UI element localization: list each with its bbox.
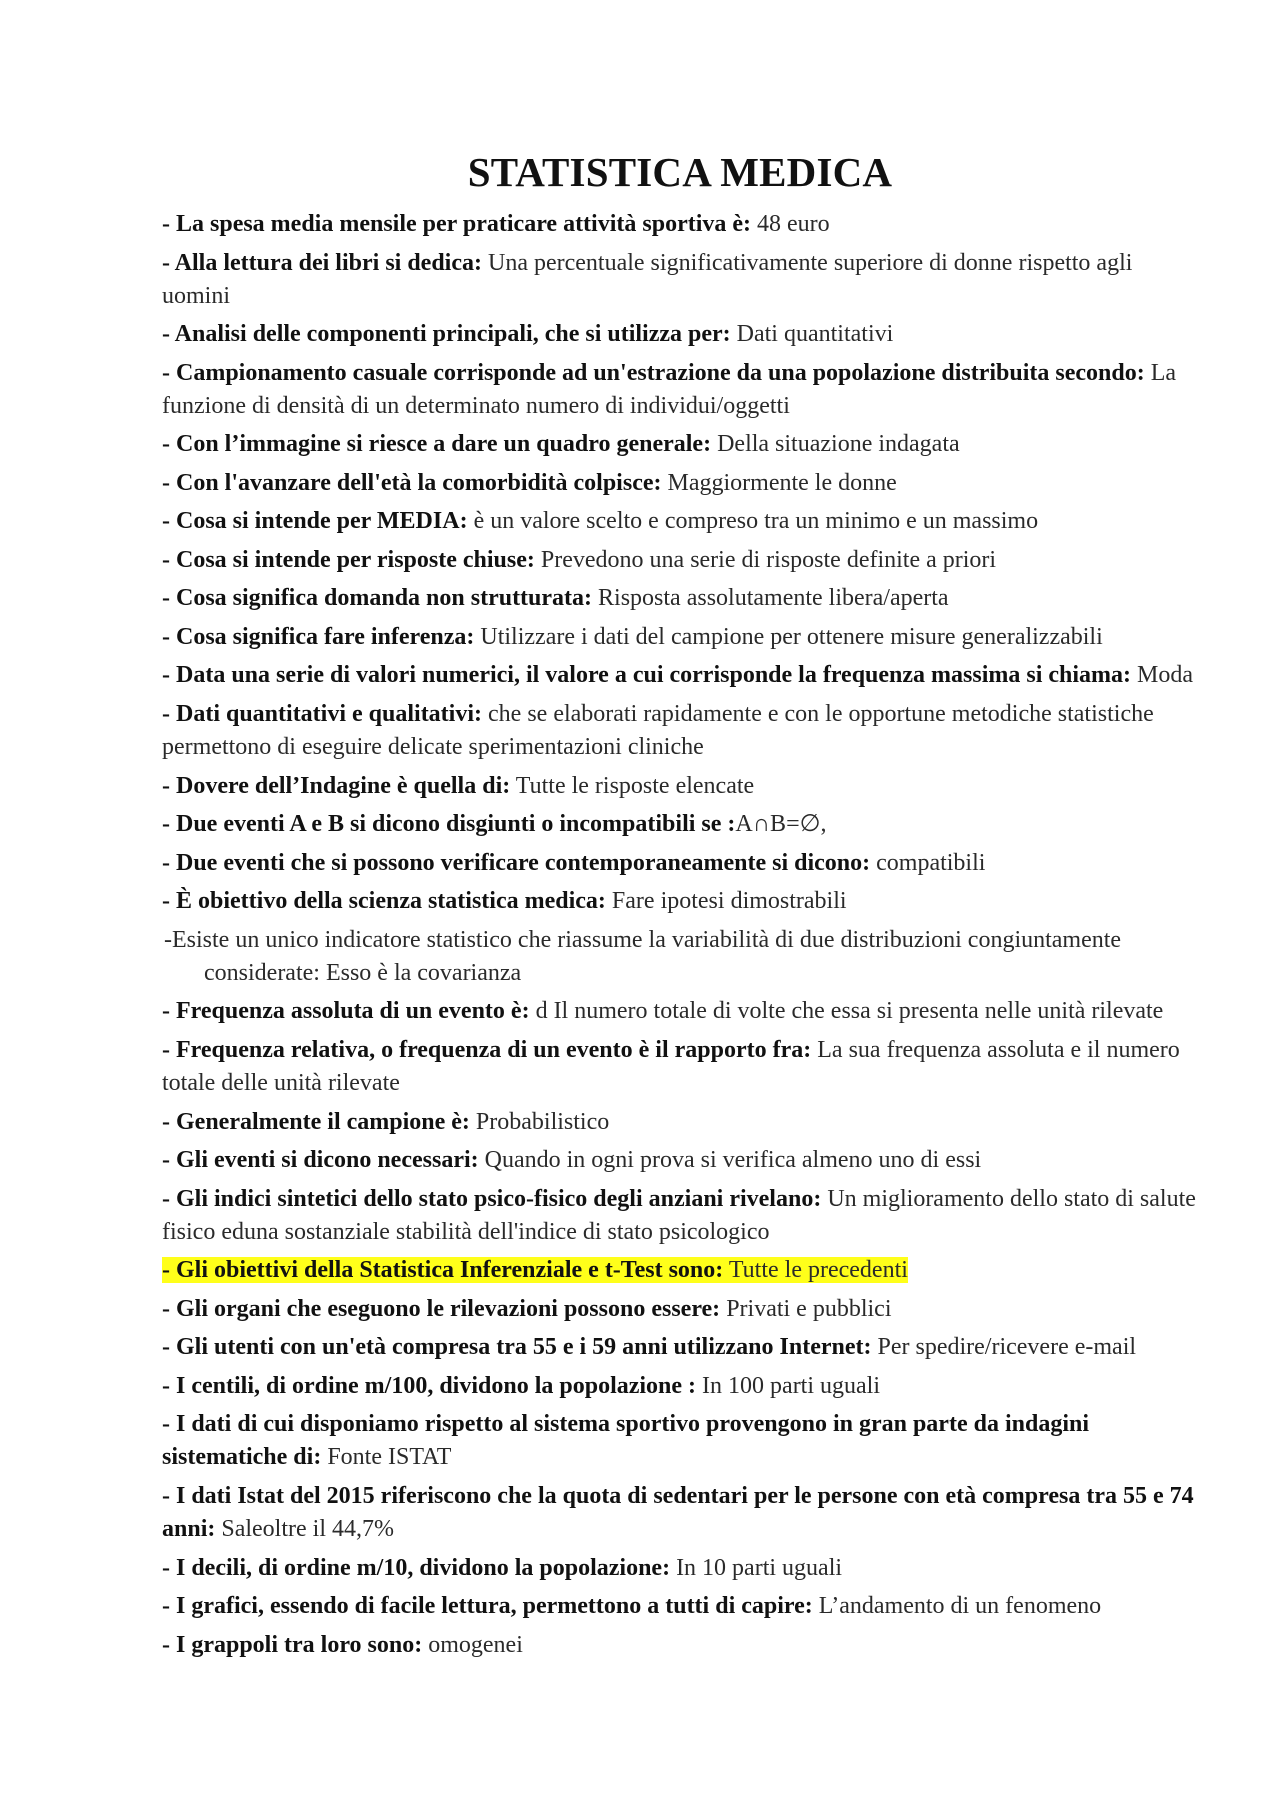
item-text <box>162 662 1193 688</box>
item-text <box>162 1483 1194 1542</box>
answer-text: Moda <box>1131 662 1194 689</box>
list-item <box>162 924 1202 990</box>
question-text: - Data una serie di valori numerici, il valore a cui corrisponde la frequenza massima si chiama: <box>162 662 1132 689</box>
question-text: - Gli eventi si dicono necessari: <box>162 1147 479 1174</box>
answer-text: Quando in ogni prova si verifica almeno uno di essi <box>478 1147 982 1174</box>
list-item <box>162 1480 1202 1546</box>
question-text: - Campionamento casuale corrisponde ad un'estrazione da una popolazione distribuita secondo: <box>162 359 1145 386</box>
list-item <box>162 1408 1202 1474</box>
item-text <box>164 927 1121 986</box>
answer-text: Dati quantitativi <box>730 321 894 348</box>
highlighted-text <box>162 1257 908 1283</box>
question-text: - Frequenza assoluta di un evento è: <box>162 998 530 1025</box>
item-text <box>162 850 985 876</box>
answer-text: Per spedire/ricevere e-mail <box>871 1334 1137 1361</box>
answer-text: Probabilistico <box>469 1108 610 1135</box>
item-text <box>162 211 830 237</box>
answer-text: d Il numero totale di volte che essa si presenta nelle unità rilevate <box>529 998 1164 1025</box>
item-text <box>162 888 847 914</box>
question-text: - Dovere dell’Indagine è quella di: <box>162 772 511 799</box>
question-text: - I dati di cui disponiamo rispetto al sistema sportivo provengono in gran parte da indagini sistematiche di: <box>162 1411 1089 1471</box>
list-item <box>162 1183 1202 1249</box>
list-item <box>162 1370 1202 1403</box>
list-item <box>162 808 1202 841</box>
answer-text: Utilizzare i dati del campione per ottenere misure generalizzabili <box>474 623 1103 650</box>
item-text <box>162 470 897 496</box>
question-text: - Gli indici sintetici dello stato psico-fisico degli anziani rivelano: <box>162 1185 822 1212</box>
question-text: - I grappoli tra loro sono: <box>162 1631 423 1658</box>
question-list <box>162 208 1202 1667</box>
list-item <box>162 318 1202 351</box>
item-text <box>162 1373 880 1399</box>
list-item <box>162 1106 1202 1139</box>
item-text <box>162 585 949 611</box>
list-item <box>162 467 1202 500</box>
answer-text: Un miglioramento dello stato di salute fisico eduna sostanziale stabilità dell'indice di stato psicologico <box>162 1185 1196 1245</box>
question-text: - Generalmente il campione è: <box>162 1108 470 1135</box>
question-text: - I centili, di ordine m/100, dividono la popolazione : <box>162 1372 697 1399</box>
item-text <box>162 1037 1180 1096</box>
item-text <box>162 1334 1136 1360</box>
answer-text: Risposta assolutamente libera/aperta <box>592 585 949 612</box>
question-text: - Due eventi che si possono verificare contemporaneamente si dicono: <box>162 849 871 876</box>
item-text <box>162 1593 1101 1619</box>
question-text: - Cosa si intende per risposte chiuse: <box>162 546 535 573</box>
list-item <box>162 544 1202 577</box>
answer-text: Tutte le precedenti <box>723 1257 908 1284</box>
item-text <box>162 1296 892 1322</box>
question-text: - Analisi delle componenti principali, che si utilizza per: <box>162 321 731 348</box>
list-item <box>162 995 1202 1028</box>
list-item <box>162 847 1202 880</box>
list-item <box>162 1034 1202 1100</box>
answer-text: che se elaborati rapidamente e con le opportune metodiche statistiche permettono di eseguire delicate sperimentazioni cliniche <box>162 700 1154 761</box>
question-text: - Gli utenti con un'età compresa tra 55 e i 59 anni utilizzano Internet: <box>162 1334 872 1361</box>
list-item <box>162 208 1202 241</box>
list-item <box>162 1552 1202 1585</box>
answer-text: Fare ipotesi dimostrabili <box>605 888 847 915</box>
question-text: - Cosa significa fare inferenza: <box>162 623 475 650</box>
item-text <box>162 1186 1196 1245</box>
answer-text: Maggiormente le donne <box>661 469 897 496</box>
question-text: - Cosa significa domanda non strutturata: <box>162 585 593 612</box>
item-text <box>162 773 754 799</box>
list-item <box>162 247 1202 313</box>
item-text <box>162 1411 1089 1470</box>
list-item <box>162 1293 1202 1326</box>
question-text: - I grafici, essendo di facile lettura, permettono a tutti di capire: <box>162 1593 813 1620</box>
question-text: - Due eventi A e B si dicono disgiunti o incompatibili se : <box>162 811 736 838</box>
answer-text: Prevedono una serie di risposte definite a priori <box>534 546 997 573</box>
answer-text: omogenei <box>422 1631 523 1658</box>
answer-text: Una percentuale significativamente superiore di donne rispetto agli uomini <box>162 249 1133 309</box>
list-item <box>162 885 1202 918</box>
answer-text: -Esiste un unico indicatore statistico che riassume la variabilità di due distribuzioni congiuntamente considerate: Esso è la covarianza <box>164 926 1122 986</box>
item-text <box>162 1147 981 1173</box>
question-text: - Con l'avanzare dell'età la comorbidità colpisce: <box>162 469 662 496</box>
item-text <box>162 508 1038 534</box>
answer-text: Privati e pubblici <box>720 1295 892 1322</box>
list-item <box>162 659 1202 692</box>
list-item <box>162 1144 1202 1177</box>
item-text <box>162 998 1163 1024</box>
answer-text: è un valore scelto e compreso tra un minimo e un massimo <box>467 508 1039 535</box>
answer-text: Fonte ISTAT <box>321 1444 452 1471</box>
answer-text: compatibili <box>870 849 986 876</box>
list-item <box>162 770 1202 803</box>
question-text: - Frequenza relativa, o frequenza di un evento è il rapporto fra: <box>162 1036 812 1063</box>
answer-text: Tutte le risposte elencate <box>510 772 755 799</box>
answer-text: Saleoltre il 44,7% <box>215 1516 394 1543</box>
question-text: - È obiettivo della scienza statistica medica: <box>162 888 606 915</box>
item-text <box>162 811 827 837</box>
item-text <box>162 624 1103 650</box>
question-text: - I decili, di ordine m/10, dividono la popolazione: <box>162 1554 671 1581</box>
list-item <box>162 505 1202 538</box>
question-text: - Gli obiettivi della Statistica Inferenziale e t-Test sono: <box>162 1257 724 1284</box>
answer-text: L’andamento di un fenomeno <box>812 1593 1102 1620</box>
answer-text: 48 euro <box>751 211 830 237</box>
question-text: - Gli organi che eseguono le rilevazioni possono essere: <box>162 1295 721 1322</box>
question-text: - I dati Istat del 2015 riferiscono che la quota di sedentari per le persone con età compresa tra 55 e 74 anni: <box>162 1482 1194 1543</box>
answer-text: La funzione di densità di un determinato numero di individui/oggetti <box>162 359 1177 419</box>
list-item <box>162 428 1202 461</box>
answer-text: Della situazione indagata <box>711 431 960 458</box>
question-text: - Cosa si intende per MEDIA: <box>162 508 468 535</box>
question-text: - La spesa media mensile per praticare attività sportiva è: <box>162 211 752 237</box>
item-text <box>162 547 996 573</box>
item-text <box>162 250 1132 309</box>
list-item <box>162 1331 1202 1364</box>
list-item <box>162 698 1202 764</box>
answer-text: In 100 parti uguali <box>696 1372 881 1399</box>
item-text <box>162 1632 523 1658</box>
list-item <box>162 582 1202 615</box>
question-text: - Dati quantitativi e qualitativi: <box>162 700 483 727</box>
list-item <box>162 1590 1202 1623</box>
item-text <box>162 431 960 457</box>
list-item <box>162 357 1202 423</box>
item-text <box>162 1109 609 1135</box>
list-item <box>162 1629 1202 1662</box>
item-text <box>162 360 1176 419</box>
list-item <box>162 1254 1202 1287</box>
page-title: STATISTICA MEDICA <box>467 149 893 195</box>
list-item <box>162 621 1202 654</box>
question-text: - Alla lettura dei libri si dedica: <box>162 249 482 276</box>
answer-text: La sua frequenza assoluta e il numero totale delle unità rilevate <box>162 1036 1180 1097</box>
answer-text: A∩B=∅, <box>735 811 827 838</box>
item-text <box>162 701 1154 760</box>
item-text <box>162 321 893 347</box>
question-text: - Con l’immagine si riesce a dare un quadro generale: <box>162 431 712 458</box>
item-text <box>162 1555 842 1581</box>
answer-text: In 10 parti uguali <box>670 1554 843 1581</box>
